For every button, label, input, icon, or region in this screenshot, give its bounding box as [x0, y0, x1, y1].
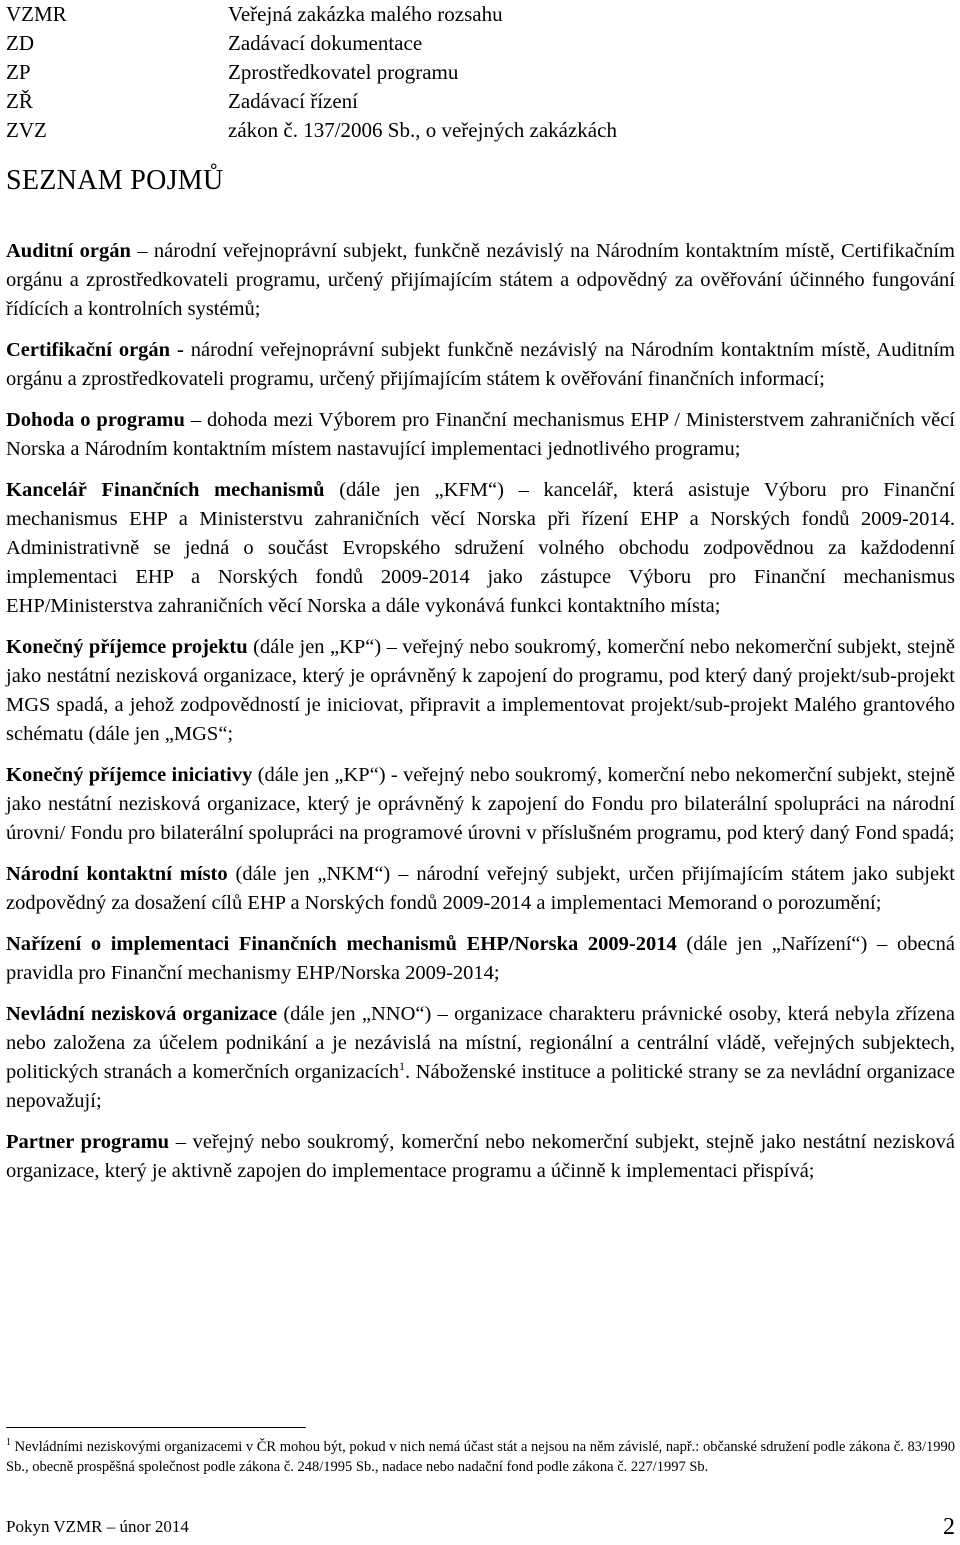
glossary-entry	[6, 237, 955, 324]
glossary-entry	[6, 930, 955, 988]
section-heading: SEZNAM POJMŮ	[6, 165, 224, 196]
glossary-definition: – národní veřejnoprávní subjekt, funkčně nezávislý na Národním kontaktním místě, Certifikačním orgánu a zprostředkovateli programu, určený přijímajícím státem a odpovědný za ověřování účinného fungování řídících a kontrolních systémů;	[6, 240, 955, 320]
glossary-entry	[6, 1128, 955, 1186]
abbreviation-code: ZP	[6, 60, 31, 84]
abbreviation-row	[6, 29, 946, 58]
glossary-entry	[6, 476, 955, 621]
abbreviation-description: Zadávací dokumentace	[228, 31, 423, 55]
footnote-mark: 1	[6, 1437, 11, 1449]
glossary-term: Certifikační orgán -	[6, 339, 184, 361]
glossary-definition: (dále jen „KFM“) – kancelář, která asistuje Výboru pro Finanční mechanismus EHP a Ministerstvu zahraničních věcí Norska při řízení EHP a Norských fondů 2009-2014. Administrativně se jedná o součást Evropského sdružení volného obchodu zodpovědnou za každodenní implementaci EHP a Norských fondů 2009-2014 jako zástupce Výboru pro Finanční mechanismus EHP/Ministerstva zahraničních věcí Norska a dále vykonává funkci kontaktního místa;	[6, 479, 955, 617]
glossary-definition: – veřejný nebo soukromý, komerční nebo nekomerční subjekt, stejně jako nestátní nezisková organizace, který je aktivně zapojen do implementace programu a účinně k implementaci přispívá;	[6, 1131, 955, 1182]
abbreviation-row	[6, 58, 946, 87]
glossary-entry	[6, 336, 955, 394]
glossary-definition: – dohoda mezi Výborem pro Finanční mechanismus EHP / Ministerstvem zahraničních věcí Norska a Národním kontaktním místem nastavující implementaci jednotlivého programu;	[6, 409, 955, 460]
glossary-entry	[6, 761, 955, 848]
glossary-definition: (dále jen „KP“) - veřejný nebo soukromý, komerční nebo nekomerční subjekt, stejně jako nestátní nezisková organizace, který je oprávněný k zapojení do Fondu pro bilaterální spolupráci na národní úrovni/ Fondu pro bilaterální spolupráci na programové úrovni v příslušném programu, pod který daný Fond spadá;	[6, 764, 955, 844]
glossary-definition: (dále jen „NKM“) – národní veřejný subjekt, určen přijímajícím státem jako subjekt zodpovědný za dosažení cílů EHP a Norských fondů 2009-2014 a implementaci Memorand o porozumění;	[6, 863, 956, 914]
footnote-text: Nevládními neziskovými organizacemi v ČR mohou být, pokud v nich nemá účast stát a nejsou na něm závislé, např.: občanské sdružení podle zákona č. 83/1990 Sb., obecně prospěšná společnost podle zákona č. 248/1995 Sb., nadace nebo nadační fond podle zákona č. 227/1997 Sb.	[6, 1439, 956, 1475]
glossary-definition: národní veřejnoprávní subjekt funkčně nezávislý na Národním kontaktním místě, Auditním orgánu a zprostředkovateli programu, určený přijímajícím státem k ověřování finančních informací;	[6, 339, 955, 390]
page-footer-title: Pokyn VZMR – únor 2014	[6, 1517, 189, 1536]
glossary-term: Nevládní nezisková organizace	[6, 1003, 278, 1025]
glossary-entry	[6, 406, 955, 464]
abbreviation-description: Veřejná zakázka malého rozsahu	[228, 2, 503, 26]
abbreviation-code: ZVZ	[6, 118, 47, 142]
abbreviation-description: Zprostředkovatel programu	[228, 60, 459, 84]
glossary-term: Auditní orgán	[6, 240, 131, 262]
glossary-term: Partner programu	[6, 1131, 170, 1153]
abbreviation-table	[6, 0, 946, 145]
abbreviation-code: ZD	[6, 31, 34, 55]
abbreviation-description: zákon č. 137/2006 Sb., o veřejných zakázkách	[228, 118, 617, 142]
footnote-reference[interactable]: 1	[398, 1059, 405, 1074]
abbreviation-code: ZŘ	[6, 89, 33, 113]
glossary-entry	[6, 860, 955, 918]
glossary-entry	[6, 1000, 955, 1116]
abbreviation-description: Zadávací řízení	[228, 89, 358, 113]
abbreviation-code: VZMR	[6, 2, 67, 26]
glossary-term: Konečný příjemce iniciativy	[6, 764, 253, 786]
glossary-term: Nařízení o implementaci Finančních mechanismů EHP/Norska 2009-2014	[6, 933, 677, 955]
page-number: 2	[943, 1514, 955, 1540]
glossary-definition: (dále jen „Nařízení“) – obecná pravidla pro Finanční mechanismy EHP/Norska 2009-2014;	[6, 933, 955, 984]
abbreviation-row	[6, 0, 946, 29]
glossary-term: Kancelář Finančních mechanismů	[6, 479, 325, 501]
footnote-divider	[6, 1427, 306, 1428]
glossary-definition-continued: . Náboženské instituce a politické strany se za nevládní organizace nepovažují;	[6, 1061, 955, 1112]
glossary-list	[6, 237, 955, 1198]
glossary-term: Národní kontaktní místo	[6, 863, 228, 885]
glossary-term: Dohoda o programu	[6, 409, 185, 431]
abbreviation-row	[6, 116, 946, 145]
abbreviation-row	[6, 87, 946, 116]
footnote	[6, 1437, 955, 1477]
glossary-entry	[6, 633, 955, 749]
glossary-definition: (dále jen „KP“) – veřejný nebo soukromý, komerční nebo nekomerční subjekt, stejně jako nestátní nezisková organizace, který je oprávněný k zapojení do programu, pod který daný projekt/sub-projekt MGS spadá, a jehož zodpovědností je iniciovat, připravit a implementovat projekt/sub-projekt Malého grantového schématu (dále jen „MGS“;	[6, 636, 955, 745]
glossary-term: Konečný příjemce projektu	[6, 636, 248, 658]
glossary-definition: (dále jen „NNO“) – organizace charakteru právnické osoby, která nebyla zřízena nebo založena za účelem podnikání a je nezávislá na místní, regionální a centrální vládě, veřejných subjektech, politických stranách a komerčních organizacích	[6, 1003, 956, 1083]
